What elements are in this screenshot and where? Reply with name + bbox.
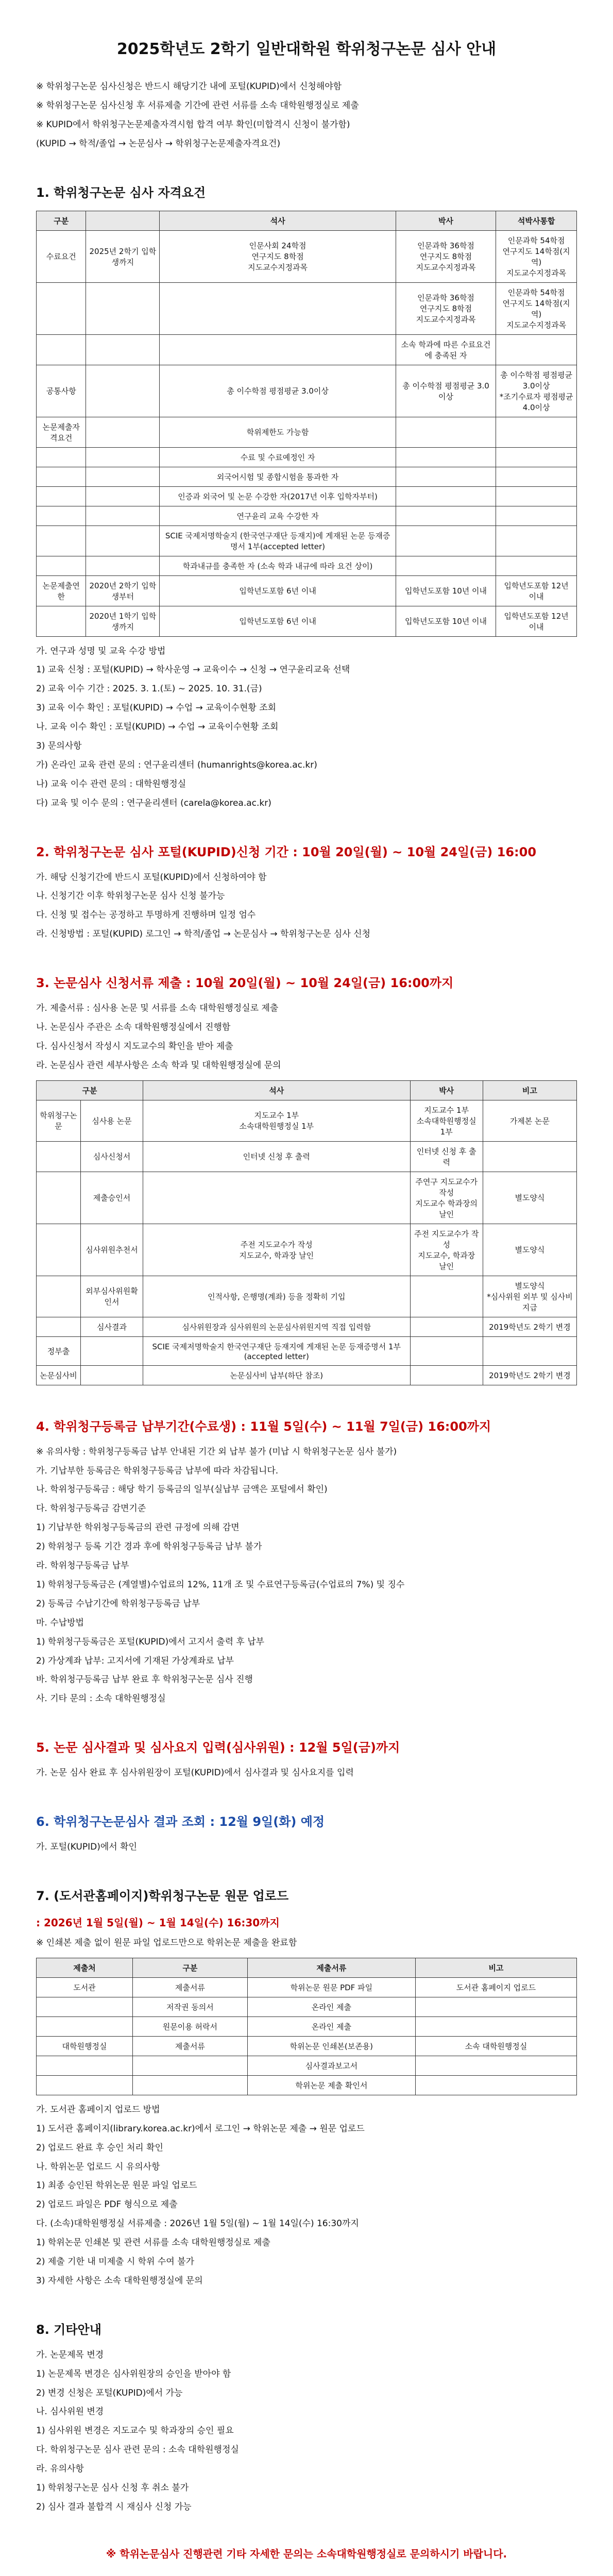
section-notes — [36, 2103, 577, 2289]
text-line: 라. 학위청구등록금 납부 — [36, 1561, 129, 1571]
table-cell — [37, 556, 86, 575]
section-lines — [36, 1001, 577, 1073]
section-title: 1. 학위청구논문 심사 자격요건 — [36, 185, 206, 200]
table-row — [37, 2056, 577, 2075]
table-cell: 심사위원추천서 — [80, 1224, 143, 1276]
table-cell: 인문과학 54학점 연구지도 14학점(지역) 지도교수지정과목 — [496, 282, 577, 334]
table-cell — [415, 2056, 576, 2075]
table-cell — [415, 1997, 576, 2016]
table-row — [37, 1365, 577, 1385]
table-cell: 인문과학 54학점 연구지도 14학점(지역) 지도교수지정과목 — [496, 230, 577, 282]
table-cell: 입학년도포함 10년 이내 — [396, 606, 496, 636]
table-row — [37, 1224, 577, 1276]
table-header: 구분 — [37, 211, 86, 230]
table-row — [37, 282, 577, 334]
text-line: 가. 도서관 홈페이지 업로드 방법 — [36, 2104, 160, 2115]
table-cell: 소속 학과에 따른 수료요건에 충족된 자 — [396, 334, 496, 365]
table-cell: 심사신청서 — [80, 1141, 143, 1172]
table-cell — [496, 506, 577, 526]
text-line: 나) 교육 이수 관련 문의 : 대학원행정실 — [36, 778, 186, 789]
text-line: 1) 학위청구등록금은 (계열별)수업료의 12%, 11개 조 및 수료연구등록금(수업료의 7%) 및 징수 — [36, 1579, 405, 1590]
table-cell: 주연구 지도교수가 작성 지도교수 학과장의 날인 — [410, 1172, 483, 1224]
table-cell: 학위논문 인쇄본(보존용) — [247, 2036, 415, 2056]
table-cell — [396, 526, 496, 556]
intro-notes — [36, 79, 577, 151]
table-cell: 총 이수학점 평점평균 3.0이상 — [396, 365, 496, 417]
table-row — [37, 2075, 577, 2095]
table-row — [37, 230, 577, 282]
table-cell — [37, 606, 86, 636]
table-row — [37, 365, 577, 417]
text-line: 다. 심사신청서 작성시 지도교수의 확인을 받아 제출 — [36, 1041, 233, 1052]
table-cell: 논문심사비 납부(하단 참조) — [143, 1365, 410, 1385]
table-cell: 논문제출자격요건 — [37, 417, 86, 447]
table-cell — [86, 365, 160, 417]
text-line: 가. 논문제목 변경 — [36, 2349, 104, 2360]
table-row — [37, 447, 577, 467]
text-line: 2) 업로드 파일은 PDF 형식으로 제출 — [36, 2199, 178, 2210]
table-cell: 총 이수학점 평점평균 3.0이상 — [160, 365, 396, 417]
table-row — [37, 417, 577, 447]
table-header: 비고 — [415, 1958, 576, 1977]
table-header: 석사 — [143, 1080, 410, 1100]
table-header: 석박사통합 — [496, 211, 577, 230]
table-cell: 학위논문 제출 확인서 — [247, 2075, 415, 2095]
table-cell: 온라인 제출 — [247, 1997, 415, 2016]
text-line: 3) 문의사항 — [36, 741, 82, 752]
table-row — [37, 2036, 577, 2056]
table-cell — [496, 467, 577, 486]
table-cell: 총 이수학점 평점평균 3.0이상 *조기수료자 평점평균 4.0이상 — [496, 365, 577, 417]
text-line: 나. 학위논문 업로드 시 유의사항 — [36, 2161, 160, 2172]
section-notes — [36, 644, 577, 811]
table-cell — [86, 467, 160, 486]
table-cell — [37, 1317, 81, 1336]
table-cell: 학위제한도 가능함 — [160, 417, 396, 447]
table-header — [86, 211, 160, 230]
section-lines — [36, 1766, 577, 1781]
text-line: ※ 유의사항 : 학위청구등록금 납부 안내된 기간 외 납부 불가 (미납 시 학위청구논문 심사 불가) — [36, 1446, 397, 1457]
note-line: ※ 학위청구논문 심사신청 후 서류제출 기간에 관련 서류를 소속 대학원행정실로 제출 — [36, 100, 359, 111]
text-line: 1) 교육 신청 : 포털(KUPID) → 학사운영 → 교육이수 → 신청 → 연구윤리교육 선택 — [36, 665, 350, 675]
footer-note: ※ 학위논문심사 진행관련 기타 자세한 문의는 소속대학원행정실로 문의하시기 바랍니다. — [106, 2547, 507, 2560]
table-cell — [396, 417, 496, 447]
table-cell: 지도교수 1부 소속대학원행정실 1부 — [410, 1100, 483, 1141]
table-cell: 온라인 제출 — [247, 2016, 415, 2036]
table-cell — [37, 2075, 133, 2095]
table-cell: 인터넷 신청 후 출력 — [143, 1141, 410, 1172]
table-cell: 인문사회 24학점 연구지도 8학점 지도교수지정과목 — [160, 230, 396, 282]
table-cell: 제출서류 — [132, 1977, 247, 1997]
table-cell — [86, 447, 160, 467]
table-cell — [496, 417, 577, 447]
text-line: 다. 학위청구논문 심사 관련 문의 : 소속 대학원행정실 — [36, 2445, 239, 2455]
table-row — [37, 467, 577, 486]
table-cell — [37, 334, 86, 365]
table-cell — [37, 1224, 81, 1276]
eligibility-table — [36, 211, 577, 637]
table-cell — [132, 2056, 247, 2075]
table-cell: 입학년도포함 6년 이내 — [160, 575, 396, 606]
table-cell: 주전 지도교수가 작성 지도교수, 학과장 날인 — [143, 1224, 410, 1276]
table-cell: 입학년도포함 12년 이내 — [496, 606, 577, 636]
table-cell — [37, 2016, 133, 2036]
table-cell: 인문과학 36학점 연구지도 8학점 지도교수지정과목 — [396, 282, 496, 334]
table-cell: 2019학년도 2학기 변경 — [483, 1317, 576, 1336]
table-cell: 제출승인서 — [80, 1172, 143, 1224]
text-line: 2) 등록금 수납기간에 학위청구등록금 납부 — [36, 1598, 200, 1609]
table-cell — [37, 486, 86, 506]
table-cell: 인적사항, 은행명(계좌) 등을 정확히 기입 — [143, 1276, 410, 1317]
table-cell: 지도교수 1부 소속대학원행정실 1부 — [143, 1100, 410, 1141]
table-cell: 가제본 논문 — [483, 1100, 576, 1141]
table-cell: 별도양식 *심사위원 외부 및 심사비 지급 — [483, 1276, 576, 1317]
table-cell — [80, 1365, 143, 1385]
table-cell — [415, 2016, 576, 2036]
table-cell — [396, 486, 496, 506]
table-cell: 학위논문 원문 PDF 파일 — [247, 1977, 415, 1997]
text-line: 1) 도서관 홈페이지(library.korea.ac.kr)에서 로그인 → 학위논문 제출 → 원문 업로드 — [36, 2123, 365, 2134]
table-header: 석사 — [160, 211, 396, 230]
table-cell: 2020년 2학기 입학생부터 — [86, 575, 160, 606]
section-lines — [36, 2348, 577, 2515]
table-cell: 주전 지도교수가 작성 지도교수, 학과장 날인 — [410, 1224, 483, 1276]
table-cell — [37, 1172, 81, 1224]
table-cell: 2019학년도 2학기 변경 — [483, 1365, 576, 1385]
table-cell — [496, 556, 577, 575]
table-cell — [37, 1141, 81, 1172]
table-cell — [143, 1172, 410, 1224]
table-cell — [132, 2075, 247, 2095]
table-cell: 별도양식 — [483, 1172, 576, 1224]
table-cell: 입학년도포함 10년 이내 — [396, 575, 496, 606]
table-cell: 도서관 — [37, 1977, 133, 1997]
table-cell: 외국어시험 및 종합시험을 통과한 자 — [160, 467, 396, 486]
table-header: 제출서류 — [247, 1958, 415, 1977]
text-line: 1) 심사위원 변경은 지도교수 및 학과장의 승인 필요 — [36, 2426, 234, 2436]
table-cell — [496, 334, 577, 365]
table-cell — [415, 2075, 576, 2095]
table-cell — [160, 334, 396, 365]
table-cell — [86, 282, 160, 334]
text-line: 라. 신청방법 : 포털(KUPID) 로그인 → 학적/졸업 → 논문심사 → 학위청구논문 심사 신청 — [36, 929, 371, 940]
table-cell — [410, 1276, 483, 1317]
table-row — [37, 556, 577, 575]
table-cell: 2025년 2학기 입학생까지 — [86, 230, 160, 282]
table-cell — [86, 506, 160, 526]
table-row — [37, 1336, 577, 1365]
text-line: 2) 변경 신청은 포털(KUPID)에서 가능 — [36, 2387, 183, 2398]
table-cell: 2020년 1학기 입학생까지 — [86, 606, 160, 636]
table-cell: 수료요건 — [37, 230, 86, 282]
table-cell: 입학년도포함 6년 이내 — [160, 606, 396, 636]
text-line: 3) 교육 이수 확인 : 포털(KUPID) → 수업 → 교육이수현황 조회 — [36, 703, 277, 714]
text-line: ※ 인쇄본 제출 없이 원문 파일 업로드만으로 학위논문 제출을 완료함 — [36, 1937, 297, 1948]
documents-table — [36, 1080, 577, 1385]
table-cell: SCIE 국제저명학술지 한국연구재단 등재지에 게재된 논문 등재증명서 1부(accepted letter) — [143, 1336, 410, 1365]
text-line: 2) 학위청구 등록 기간 경과 후에 학위청구등록금 납부 불가 — [36, 1541, 262, 1552]
text-line: 가. 기납부한 등록금은 학위청구등록금 납부에 따라 차감됩니다. — [36, 1465, 279, 1476]
table-row — [37, 1997, 577, 2016]
table-cell — [496, 447, 577, 467]
table-cell — [37, 2056, 133, 2075]
text-line: 다. 학위청구등록금 감면기준 — [36, 1503, 146, 1514]
table-header: 비고 — [483, 1080, 576, 1100]
table-cell: 인터넷 신청 후 출력 — [410, 1141, 483, 1172]
table-cell: 심사용 논문 — [80, 1100, 143, 1141]
table-cell — [483, 1336, 576, 1365]
section-title: 5. 논문 심사결과 및 심사요지 입력(심사위원) : 12월 5일(금)까지 — [36, 1740, 400, 1755]
table-cell: 논문제출연한 — [37, 575, 86, 606]
table-cell: 인문과학 36학점 연구지도 8학점 지도교수지정과목 — [396, 230, 496, 282]
table-cell — [37, 526, 86, 556]
table-cell — [86, 417, 160, 447]
text-line: 1) 학위청구논문 심사 신청 후 취소 불가 — [36, 2482, 189, 2493]
text-line: 다. 신청 및 접수는 공정하고 투명하게 진행하며 일정 엄수 — [36, 910, 256, 921]
table-cell: 외부심사위원확인서 — [80, 1276, 143, 1317]
text-line: 나. 교육 이수 확인 : 포털(KUPID) → 수업 → 교육이수현황 조회 — [36, 722, 279, 733]
text-line: 1) 학위논문 인쇄본 및 관련 서류를 소속 대학원행정실로 제출 — [36, 2238, 270, 2248]
table-cell — [80, 1336, 143, 1365]
table-cell — [37, 506, 86, 526]
table-cell — [160, 282, 396, 334]
table-cell: 연구윤리 교육 수강한 자 — [160, 506, 396, 526]
table-row — [37, 2016, 577, 2036]
table-row — [37, 486, 577, 506]
table-cell — [86, 526, 160, 556]
text-line: 다) 교육 및 이수 문의 : 연구윤리센터 (carela@korea.ac.kr) — [36, 798, 271, 808]
table-cell: 인증과 외국어 및 논문 수강한 자(2017년 이후 입학자부터) — [160, 486, 396, 506]
table-cell — [396, 556, 496, 575]
table-header: 구분 — [132, 1958, 247, 1977]
table-cell: 제출서류 — [132, 2036, 247, 2056]
section-title: 8. 기타안내 — [36, 2322, 101, 2337]
text-line: 바. 학위청구등록금 납부 완료 후 학위청구논문 심사 진행 — [36, 1674, 253, 1685]
section-subtitle: : 2026년 1월 5일(월) ~ 1월 14일(수) 16:30까지 — [36, 1916, 280, 1929]
text-line: 마. 수납방법 — [36, 1617, 84, 1628]
table-cell: SCIE 국제저명학술지 (한국연구재단 등재지)에 게재된 논문 등재증명서 1부(accepted letter) — [160, 526, 396, 556]
text-line: 1) 기납부한 학위청구등록금의 관련 규정에 의해 감면 — [36, 1522, 240, 1533]
text-line: 2) 가상계좌 납부: 고지서에 기재된 가상계좌로 납부 — [36, 1655, 234, 1666]
text-line: 3) 자세한 사항은 소속 대학원행정실에 문의 — [36, 2275, 203, 2286]
table-cell: 원문이용 허락서 — [132, 2016, 247, 2036]
table-row — [37, 1276, 577, 1317]
section-title: 3. 논문심사 신청서류 제출 : 10월 20일(월) ~ 10월 24일(금) 16:00까지 — [36, 976, 454, 991]
text-line: 가. 연구과 성명 및 교육 수강 방법 — [36, 646, 166, 656]
table-cell: 공통사항 — [37, 365, 86, 417]
text-line: 가. 해당 신청기간에 반드시 포털(KUPID)에서 신청하여야 함 — [36, 872, 267, 883]
table-row — [37, 526, 577, 556]
text-line: 나. 학위청구등록금 : 해당 학기 등록금의 일부(실납부 금액은 포털에서 확인) — [36, 1484, 328, 1495]
table-cell: 논문심사비 — [37, 1365, 81, 1385]
table-cell: 심사결과 — [80, 1317, 143, 1336]
table-cell — [410, 1336, 483, 1365]
table-row — [37, 1317, 577, 1336]
section-lines — [36, 1840, 577, 1855]
table-cell: 정부출 — [37, 1336, 81, 1365]
table-cell — [37, 1276, 81, 1317]
table-cell — [410, 1365, 483, 1385]
table-header: 구분 — [37, 1080, 143, 1100]
table-header: 제출처 — [37, 1958, 133, 1977]
table-cell — [396, 467, 496, 486]
section-title: 2. 학위청구논문 심사 포털(KUPID)신청 기간 : 10월 20일(월) ~ 10월 24일(금) 16:00 — [36, 844, 537, 859]
text-line: 나. 논문심사 주관은 소속 대학원행정실에서 진행함 — [36, 1022, 231, 1033]
table-cell — [396, 506, 496, 526]
table-cell — [496, 486, 577, 506]
table-row — [37, 1977, 577, 1997]
table-row — [37, 334, 577, 365]
table-cell: 학위청구논문 — [37, 1100, 81, 1141]
text-line: 1) 논문제목 변경은 심사위원장의 승인을 받아야 함 — [36, 2368, 231, 2379]
table-cell: 심사결과보고서 — [247, 2056, 415, 2075]
table-row — [37, 506, 577, 526]
table-header: 박사 — [396, 211, 496, 230]
table-cell — [86, 334, 160, 365]
table-cell — [37, 1997, 133, 2016]
note-line: ※ 학위청구논문 심사신청은 반드시 해당기간 내에 포털(KUPID)에서 신청해야함 — [36, 81, 342, 92]
table-cell: 저작권 동의서 — [132, 1997, 247, 2016]
section-lines — [36, 870, 577, 942]
text-line: 다. (소속)대학원행정실 서류제출 : 2026년 1월 5일(월) ~ 1월 14일(수) 16:30까지 — [36, 2218, 359, 2229]
text-line: 나. 신청기간 이후 학위청구논문 심사 신청 불가능 — [36, 891, 225, 902]
text-line: 2) 제출 기한 내 미제출 시 학위 수여 불가 — [36, 2256, 195, 2267]
table-cell: 학과내규를 충족한 자 (소속 학과 내규에 따라 요건 상이) — [160, 556, 396, 575]
table-cell — [396, 447, 496, 467]
table-cell — [86, 556, 160, 575]
table-cell: 소속 대학원행정실 — [415, 2036, 576, 2056]
text-line: 사. 기타 문의 : 소속 대학원행정실 — [36, 1693, 166, 1704]
page-title: 2025학년도 2학기 일반대학원 학위청구논문 심사 안내 — [116, 40, 497, 58]
table-cell — [37, 282, 86, 334]
table-row — [37, 1172, 577, 1224]
text-line: 2) 업로드 완료 후 승인 처리 확인 — [36, 2142, 163, 2153]
table-cell — [37, 467, 86, 486]
table-cell: 수료 및 수료예정인 자 — [160, 447, 396, 467]
table-row — [37, 606, 577, 636]
table-cell — [496, 526, 577, 556]
table-cell: 대학원행정실 — [37, 2036, 133, 2056]
table-row — [37, 1100, 577, 1141]
table-cell: 별도양식 — [483, 1224, 576, 1276]
note-line: (KUPID → 학적/졸업 → 논문심사 → 학위청구논문제출자격요건) — [36, 138, 281, 149]
note-line: ※ KUPID에서 학위청구논문제출자격시험 합격 여부 확인(미합격시 신청이 불가함) — [36, 119, 350, 130]
table-cell — [483, 1141, 576, 1172]
section-title: 7. (도서관홈페이지)학위청구논문 원문 업로드 — [36, 1888, 289, 1903]
table-row — [37, 575, 577, 606]
text-line: 가. 논문 심사 완료 후 심사위원장이 포털(KUPID)에서 심사결과 및 심사요지를 입력 — [36, 1768, 354, 1778]
table-row — [37, 1141, 577, 1172]
section-lines — [36, 1936, 577, 1951]
text-line: 1) 학위청구등록금은 포털(KUPID)에서 고지서 출력 후 납부 — [36, 1636, 265, 1647]
table-cell: 입학년도포함 12년 이내 — [496, 575, 577, 606]
text-line: 라. 유의사항 — [36, 2464, 84, 2475]
text-line: 라. 논문심사 관련 세부사항은 소속 학과 및 대학원행정실에 문의 — [36, 1060, 281, 1071]
table-cell — [86, 486, 160, 506]
table-cell: 심사위원장과 심사위원의 논문심사위원지역 직접 입력함 — [143, 1317, 410, 1336]
text-line: 가. 포털(KUPID)에서 확인 — [36, 1842, 137, 1853]
section-title: 4. 학위청구등록금 납부기간(수료생) : 11월 5일(수) ~ 11월 7일(금) 16:00까지 — [36, 1419, 491, 1434]
table-cell: 도서관 홈페이지 업로드 — [415, 1977, 576, 1997]
text-line: 2) 심사 결과 불합격 시 재심사 신청 가능 — [36, 2501, 192, 2512]
table-cell — [410, 1317, 483, 1336]
section-lines — [36, 1445, 577, 1706]
section-title: 6. 학위청구논문심사 결과 조회 : 12월 9일(화) 예정 — [36, 1815, 325, 1829]
text-line: 1) 최종 승인된 학위논문 원문 파일 업로드 — [36, 2180, 197, 2191]
table-header: 박사 — [410, 1080, 483, 1100]
text-line: 나. 심사위원 변경 — [36, 2406, 104, 2417]
text-line: 2) 교육 이수 기간 : 2025. 3. 1.(토) ~ 2025. 10. 31.(금) — [36, 684, 262, 694]
submission-table — [36, 1958, 577, 2095]
text-line: 가) 온라인 교육 관련 문의 : 연구윤리센터 (humanrights@korea.ac.kr) — [36, 759, 317, 770]
text-line: 가. 제출서류 : 심사용 논문 및 서류를 소속 대학원행정실로 제출 — [36, 1003, 279, 1014]
table-cell — [37, 447, 86, 467]
